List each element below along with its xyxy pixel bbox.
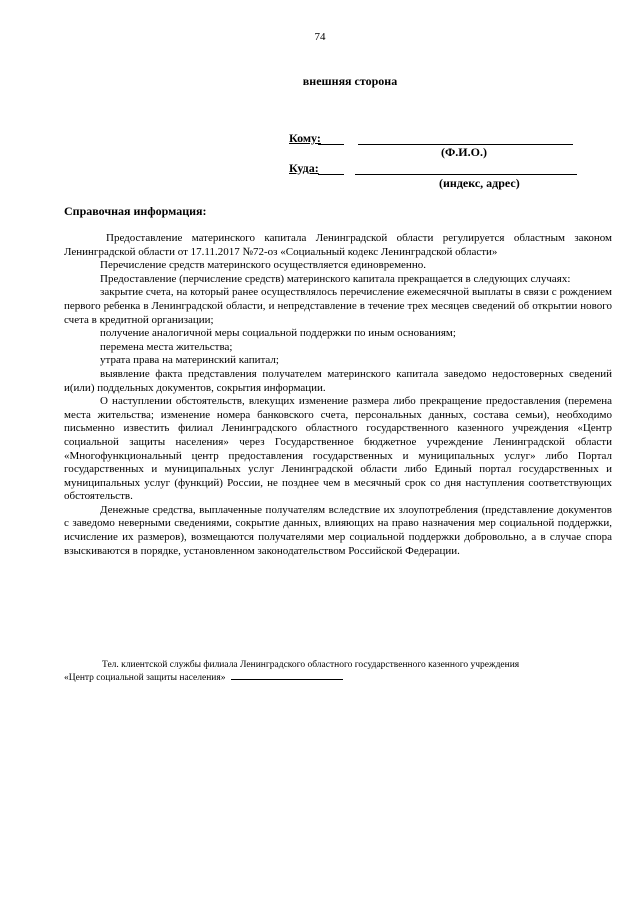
section-title: Справочная информация: (64, 204, 207, 218)
footer-contact (64, 659, 624, 685)
paragraph-right-loss: утрата права на материнский капитал; (100, 354, 279, 367)
to-label: Кому: (289, 131, 321, 145)
where-address-blank[interactable] (355, 174, 577, 175)
paragraph-account-closure: закрытие счета, на который ранее осуществлялось перечисление ежемесячной выплаты в связи с рождением первого ребенка в Ленинградской области, и непредставление в течение трех месяцев сведений об открытии нового счета в кредитной организации; (64, 286, 612, 326)
info-body (64, 232, 612, 558)
paragraph-transfer: Перечисление средств материнского осуществляется единовременно. (100, 259, 426, 272)
page-number: 74 (314, 31, 326, 43)
where-hint: (индекс, адрес) (439, 176, 520, 190)
footer-line-2-text: «Центр социальной защиты населения» (64, 673, 226, 683)
paragraph-similar-support: получение аналогичной меры социальной поддержки по иным основаниям; (100, 327, 456, 340)
paragraph-legal-basis: Предоставление материнского капитала Ленинградской области регулируется областным законом Ленинградской области от 17.11.2017 №72-оз «Социальный кодекс Ленинградской области» (64, 232, 612, 258)
paragraph-notification: О наступлении обстоятельств, влекущих изменение размера либо прекращение предоставления (перемена места жительства; изменение номера банковского счета, персональных данных, состава семьи), необходимо письменно известить филиал Ленинградского областного государственного казенного учреждения «Центр социальной защиты населения» через Государственное бюджетное учреждение Ленинградской области «Многофункциональный центр предоставления государственных и муниципальных услуг» либо Портал государственных и муниципальных услуг Ленинградской области либо Единый портал государственных и муниципальных услуг (функций) России, не позднее чем в месячный срок со дня наступления соответствующих обстоятельств. (64, 395, 612, 503)
side-title: внешняя сторона (302, 74, 398, 88)
to-label-blank (318, 144, 344, 145)
paragraph-residence-change: перемена места жительства; (100, 340, 233, 353)
where-label: Куда: (289, 161, 319, 175)
paragraph-termination-intro: Предоставление (перчисление средств) материнского капитала прекращается в следующих случаях: (100, 272, 571, 285)
phone-blank[interactable] (231, 679, 343, 680)
where-label-blank (318, 174, 344, 175)
footer-line-1: Тел. клиентской службы филиала Ленинградского областного государственного казенного учреждения (102, 660, 520, 670)
footer-line-2 (64, 672, 624, 685)
to-hint: (Ф.И.О.) (441, 145, 487, 159)
paragraph-false-info: выявление факта представления получателем материнского капитала заведомо недостоверных сведений и(или) поддельных документов, сокрытия информации. (64, 367, 612, 394)
paragraph-refund: Денежные средства, выплаченные получателям вследствие их злоупотребления (представление документов с заведомо неверными сведениями, сокрытие данных, влияющих на право назначения мер социальной поддержки, исчисление их размеров), возмещаются получателями мер социальной поддержки добровольно, а в случае спора взыскиваются в порядке, установленном законодательством Российской Федерации. (64, 503, 612, 557)
